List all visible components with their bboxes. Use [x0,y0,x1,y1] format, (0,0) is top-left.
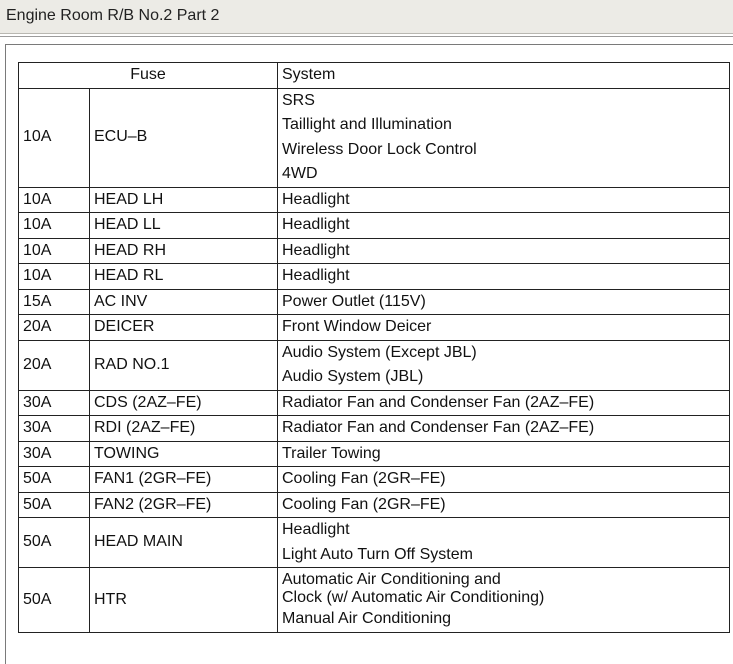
fuse-system [278,467,730,493]
fuse-amperage: 10A [19,238,90,264]
fuse-system [278,315,730,341]
fuse-name: HEAD RL [90,264,278,290]
fuse-system [278,187,730,213]
table-row [19,187,730,213]
table-row [19,441,730,467]
fuse-name: FAN1 (2GR–FE) [90,467,278,493]
table-row [19,390,730,416]
system-line: Cooling Fan (2GR–FE) [282,495,446,513]
system-line: Wireless Door Lock Control [282,140,477,158]
table-row [19,467,730,493]
title-divider [0,36,733,37]
table-row [19,264,730,290]
system-line: Radiator Fan and Condenser Fan (2AZ–FE) [282,393,595,411]
system-line: Headlight [282,190,350,208]
fuse-system [278,416,730,442]
fuse-name: RDI (2AZ–FE) [90,416,278,442]
fuse-name: TOWING [90,441,278,467]
table-row [19,238,730,264]
table-row [19,340,730,390]
fuse-system [278,340,730,390]
fuse-name: HEAD MAIN [90,518,278,568]
fuse-system [278,390,730,416]
fuse-name: DEICER [90,315,278,341]
fuse-amperage: 10A [19,88,90,187]
table-header-row [19,63,730,89]
table-row [19,289,730,315]
fuse-amperage: 50A [19,467,90,493]
fuse-system [278,492,730,518]
fuse-name: RAD NO.1 [90,340,278,390]
system-line: Manual Air Conditioning [282,610,451,627]
system-line: SRS [282,91,315,109]
fuse-system [278,289,730,315]
fuse-system [278,88,730,187]
title-bar [0,0,733,34]
fuse-name: FAN2 (2GR–FE) [90,492,278,518]
system-column-header: System [278,63,730,89]
system-line: Headlight [282,241,350,259]
fuse-amperage: 10A [19,187,90,213]
system-line: Automatic Air Conditioning and [282,571,501,588]
table-row [19,492,730,518]
fuse-system [278,441,730,467]
fuse-amperage: 30A [19,416,90,442]
system-line: Headlight [282,267,350,284]
table-row [19,88,730,187]
system-line: Front Window Deicer [282,318,432,335]
fuse-name: HEAD LL [90,213,278,239]
fuse-system [278,238,730,264]
fuse-amperage: 20A [19,340,90,390]
fuse-amperage: 20A [19,315,90,341]
fuse-name: ECU–B [90,88,278,187]
fuse-column-header: Fuse [19,63,278,89]
system-line: Light Auto Turn Off System [282,545,473,563]
table-row [19,315,730,341]
fuse-amperage: 50A [19,518,90,568]
table-row [19,213,730,239]
system-line: Cooling Fan (2GR–FE) [282,470,446,487]
fuse-amperage: 10A [19,264,90,290]
system-line: 4WD [282,165,318,182]
fuse-name: CDS (2AZ–FE) [90,390,278,416]
table-row [19,518,730,568]
fuse-amperage: 30A [19,390,90,416]
fuse-name: HTR [90,568,278,633]
system-line: Trailer Towing [282,444,381,462]
system-line: Headlight [282,216,350,233]
fuse-amperage: 50A [19,568,90,633]
page-title: Engine Room R/B No.2 Part 2 [6,7,220,24]
fuse-system [278,518,730,568]
fuse-name: AC INV [90,289,278,315]
fuse-amperage: 10A [19,213,90,239]
system-line: Headlight [282,521,350,538]
system-line: Clock (w/ Automatic Air Conditioning) [282,589,545,606]
fuse-system [278,213,730,239]
table-row [19,416,730,442]
system-line: Power Outlet (115V) [282,292,426,310]
fuse-name: HEAD RH [90,238,278,264]
system-line: Taillight and Illumination [282,116,452,133]
fuse-amperage: 15A [19,289,90,315]
system-line: Audio System (JBL) [282,368,424,385]
fuse-system [278,264,730,290]
fuse-system [278,568,730,633]
fuse-amperage: 30A [19,441,90,467]
fuse-table [18,62,730,633]
fuse-amperage: 50A [19,492,90,518]
system-line: Radiator Fan and Condenser Fan (2AZ–FE) [282,419,595,436]
table-row [19,568,730,633]
fuse-name: HEAD LH [90,187,278,213]
system-line: Audio System (Except JBL) [282,343,477,361]
fuse-table-body [19,88,730,632]
